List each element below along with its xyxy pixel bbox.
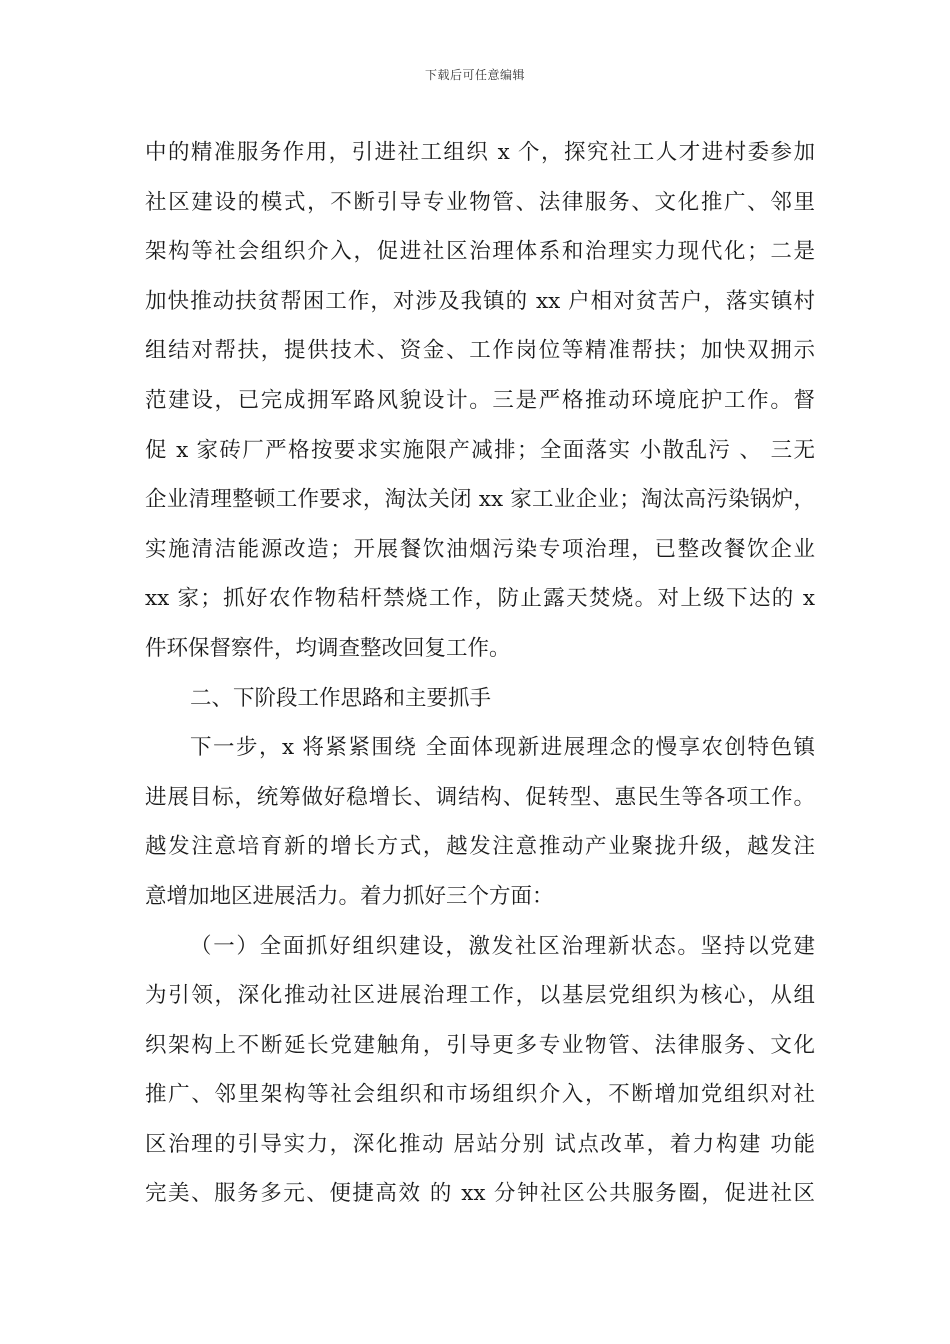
text-line: （一）全面抓好组织建设，激发社区治理新状态。坚持以党建 bbox=[190, 933, 815, 959]
text-line: 意增加地区进展活力。着力抓好三个方面： bbox=[145, 883, 554, 909]
header-note: 下载后可任意编辑 bbox=[424, 68, 525, 82]
text-line: 范建设，已完成拥军路风貌设计。三是严格推动环境庇护工作。督 bbox=[145, 387, 815, 413]
text-line: 进展目标，统筹做好稳增长、调结构、促转型、惠民生等各项工作。 bbox=[145, 784, 815, 810]
text-line: 为引领，深化推动社区进展治理工作，以基层党组织为核心，从组 bbox=[145, 983, 815, 1009]
text-line: 完美、服务多元、便捷高效 的 xx 分钟社区公共服务圈，促进社区 bbox=[145, 1181, 815, 1207]
body-text bbox=[145, 128, 815, 1219]
text-line: 推广、邻里架构等社会组织和市场组织介入，不断增加党组织对社 bbox=[145, 1082, 815, 1108]
text-line: 架构等社会组织介入，促进社区治理体系和治理实力现代化；二是 bbox=[145, 239, 815, 265]
text-line: xx 家；抓好农作物秸杆禁烧工作，防止露天焚烧。对上级下达的 x bbox=[145, 586, 815, 612]
text-line: 件环保督察件，均调查整改回复工作。 bbox=[145, 635, 511, 661]
text-line: 织架构上不断延长党建触角，引导更多专业物管、法律服务、文化 bbox=[145, 1032, 815, 1058]
text-line: 组结对帮扶，提供技术、资金、工作岗位等精准帮扶；加快双拥示 bbox=[145, 338, 815, 364]
text-line: 促 x 家砖厂严格按要求实施限产减排；全面落实 小散乱污 、 三无 bbox=[145, 437, 815, 463]
text-line: 中的精准服务作用，引进社工组织 x 个，探究社工人才进村委参加 bbox=[145, 140, 815, 165]
text-line: 越发注意培育新的增长方式，越发注意推动产业聚拢升级，越发注 bbox=[145, 834, 815, 860]
text-line: 下一步，x 将紧紧围绕 全面体现新进展理念的慢享农创特色镇 bbox=[190, 735, 815, 761]
text-line: 实施清洁能源改造；开展餐饮油烟污染专项治理，已整改餐饮企业 bbox=[145, 536, 815, 562]
section-heading: 二、下阶段工作思路和主要抓手 bbox=[190, 685, 492, 711]
text-line: 区治理的引导实力，深化推动 居站分别 试点改革，着力构建 功能 bbox=[145, 1131, 815, 1157]
text-line: 社区建设的模式，不断引导专业物管、法律服务、文化推广、邻里 bbox=[145, 189, 815, 215]
text-line: 企业清理整顿工作要求，淘汰关闭 xx 家工业企业；淘汰高污染锅炉， bbox=[145, 487, 815, 513]
text-line: 加快推动扶贫帮困工作，对涉及我镇的 xx 户相对贫苦户，落实镇村 bbox=[145, 288, 815, 314]
